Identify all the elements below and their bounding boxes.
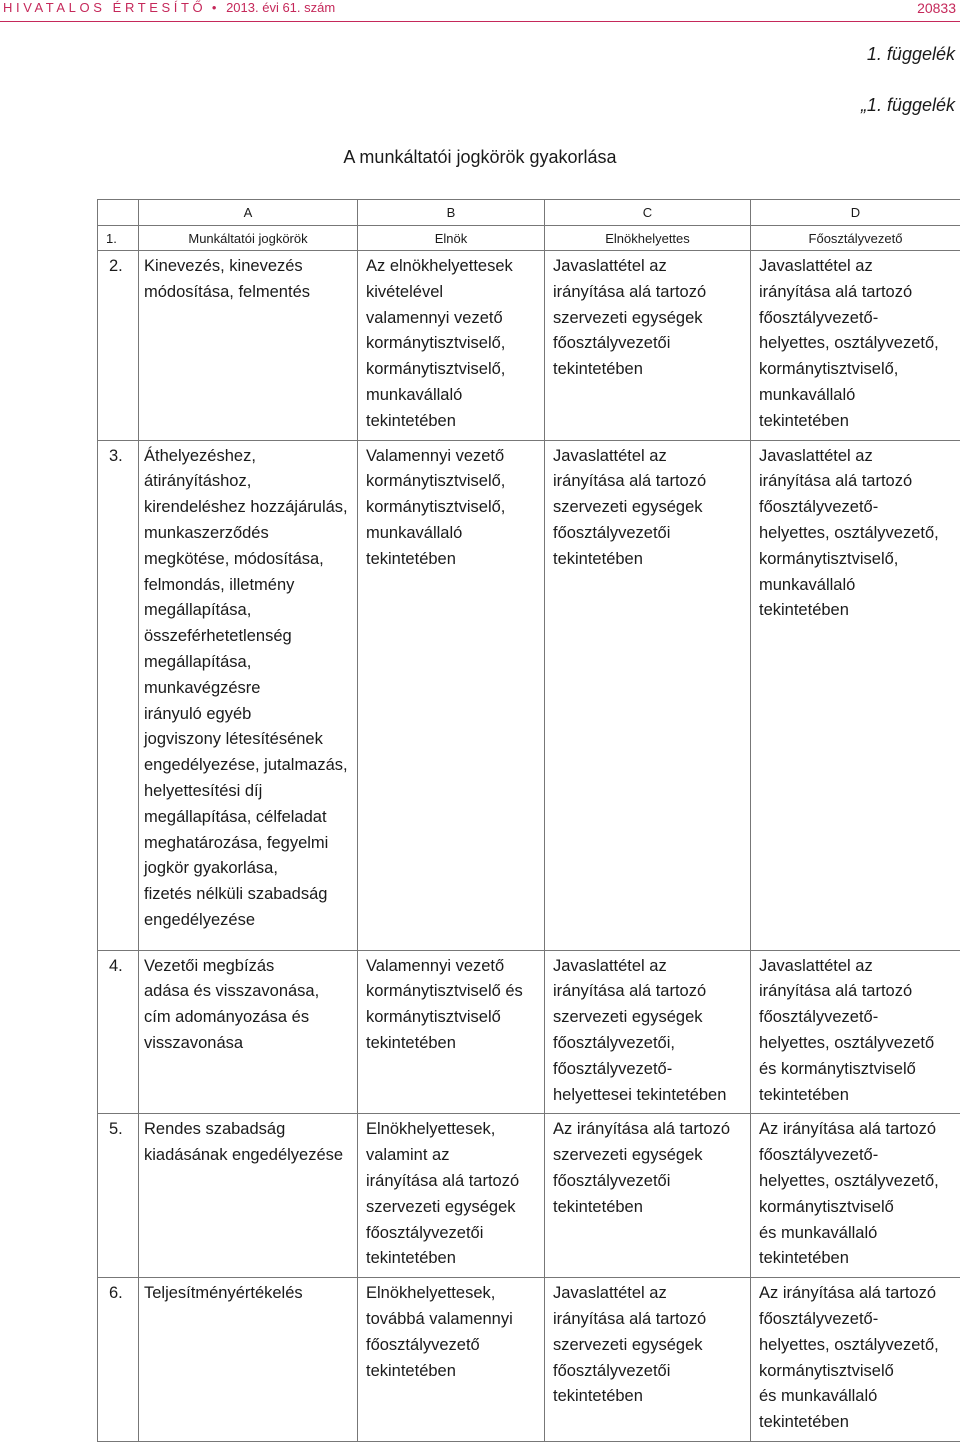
letter-cell-d: D: [751, 200, 960, 226]
cell-text-line: kormánytisztviselő és: [366, 979, 540, 1005]
cell-text-line: továbbá valamennyi: [366, 1307, 540, 1333]
cell-text-line: tekintetében: [759, 1410, 956, 1436]
issue-number: 2013. évi 61. szám: [226, 0, 335, 15]
cell-text-line: Valamennyi vezető: [366, 954, 540, 980]
cell-text-line: tekintetében: [553, 547, 746, 573]
authority-cell: [139, 950, 358, 1114]
publication-info: [3, 0, 335, 16]
cell-text-line: jogviszony létesítésének: [144, 727, 353, 753]
president-cell: [358, 1114, 545, 1278]
header-president: Elnök: [358, 226, 545, 251]
cell-text-line: megállapítása, célfeladat: [144, 805, 353, 831]
cell-text-line: tekintetében: [759, 409, 956, 435]
cell-text-line: Javaslattétel az: [759, 954, 956, 980]
cell-text-line: irányítása alá tartozó: [553, 1307, 746, 1333]
cell-text-line: főosztályvezető-: [759, 495, 956, 521]
cell-text-line: kormánytisztviselő: [366, 1005, 540, 1031]
header-authority: Munkáltatói jogkörök: [139, 226, 358, 251]
header-department-head: Főosztályvezető: [751, 226, 960, 251]
cell-text-line: irányuló egyéb: [144, 702, 353, 728]
cell-text-line: Az irányítása alá tartozó: [553, 1117, 746, 1143]
vice-president-cell: [545, 1114, 751, 1278]
cell-text-line: Vezetői megbízás: [144, 954, 353, 980]
publication-name: HIVATALOS ÉRTESÍTŐ: [3, 0, 206, 15]
table-row: [98, 1114, 960, 1278]
cell-text-line: irányítása alá tartozó: [553, 979, 746, 1005]
cell-text-line: szervezeti egységek: [366, 1195, 540, 1221]
cell-text-line: munkavállaló: [366, 383, 540, 409]
column-header-row: [98, 226, 960, 251]
appendix-label: 1. függelék: [867, 44, 955, 65]
department-head-cell: [751, 251, 960, 441]
cell-text-line: Javaslattétel az: [759, 254, 956, 280]
table-row: [98, 1278, 960, 1442]
cell-text-line: Javaslattétel az: [553, 254, 746, 280]
cell-text-line: Az elnökhelyettesek: [366, 254, 540, 280]
row-number: 6.: [98, 1278, 139, 1442]
cell-text-line: főosztályvezetői: [553, 521, 746, 547]
cell-text-line: kormánytisztviselő,: [366, 469, 540, 495]
vice-president-cell: [545, 251, 751, 441]
cell-text-line: tekintetében: [366, 1246, 540, 1272]
cell-text-line: kormánytisztviselő,: [366, 357, 540, 383]
vice-president-cell: [545, 440, 751, 950]
cell-text-line: meghatározása, fegyelmi: [144, 831, 353, 857]
header-row-number: 1.: [98, 226, 139, 251]
cell-text-line: munkavállaló: [366, 521, 540, 547]
cell-text-line: tekintetében: [759, 1083, 956, 1109]
appendix-label-quoted: „1. függelék: [861, 95, 955, 116]
page-title: A munkáltatói jogkörök gyakorlása: [0, 147, 960, 168]
cell-text-line: szervezeti egységek: [553, 1005, 746, 1031]
cell-text-line: főosztályvezető-: [553, 1057, 746, 1083]
cell-text-line: kivételével: [366, 280, 540, 306]
cell-text-line: és munkavállaló: [759, 1384, 956, 1410]
president-cell: [358, 950, 545, 1114]
cell-text-line: Javaslattétel az: [759, 444, 956, 470]
header-vice-president: Elnökhelyettes: [545, 226, 751, 251]
cell-text-line: főosztályvezető-: [759, 1143, 956, 1169]
cell-text-line: kormánytisztviselő: [759, 1195, 956, 1221]
cell-text-line: irányítása alá tartozó: [553, 280, 746, 306]
cell-text-line: Elnökhelyettesek,: [366, 1281, 540, 1307]
cell-text-line: főosztályvezetői: [553, 1359, 746, 1385]
president-cell: [358, 251, 545, 441]
cell-text-line: szervezeti egységek: [553, 306, 746, 332]
table-row: [98, 440, 960, 950]
cell-text-line: szervezeti egységek: [553, 495, 746, 521]
letter-cell-empty: [98, 200, 139, 226]
cell-text-line: kormánytisztviselő,: [366, 331, 540, 357]
cell-text-line: jogkör gyakorlása,: [144, 856, 353, 882]
cell-text-line: engedélyezése, jutalmazás,: [144, 753, 353, 779]
department-head-cell: [751, 950, 960, 1114]
cell-text-line: tekintetében: [553, 1384, 746, 1410]
authority-cell: [139, 440, 358, 950]
vice-president-cell: [545, 950, 751, 1114]
cell-text-line: munkaszerződés: [144, 521, 353, 547]
cell-text-line: Javaslattétel az: [553, 1281, 746, 1307]
table-row: [98, 950, 960, 1114]
authority-cell: [139, 1114, 358, 1278]
cell-text-line: tekintetében: [759, 598, 956, 624]
letter-cell-c: C: [545, 200, 751, 226]
cell-text-line: valamennyi vezető: [366, 306, 540, 332]
cell-text-line: főosztályvezetői: [553, 1169, 746, 1195]
cell-text-line: Javaslattétel az: [553, 954, 746, 980]
cell-text-line: főosztályvezető: [366, 1333, 540, 1359]
cell-text-line: irányítása alá tartozó: [759, 280, 956, 306]
cell-text-line: és kormánytisztviselő: [759, 1057, 956, 1083]
cell-text-line: helyettes, osztályvezető,: [759, 1333, 956, 1359]
cell-text-line: átirányításhoz,: [144, 469, 353, 495]
cell-text-line: engedélyezése: [144, 908, 353, 934]
cell-text-line: megállapítása,: [144, 598, 353, 624]
cell-text-line: munkavállaló: [759, 573, 956, 599]
cell-text-line: helyettes, osztályvezető,: [759, 521, 956, 547]
president-cell: [358, 1278, 545, 1442]
letter-cell-b: B: [358, 200, 545, 226]
cell-text-line: főosztályvezetői: [366, 1221, 540, 1247]
separator-dot: •: [212, 0, 217, 16]
cell-text-line: megállapítása,: [144, 650, 353, 676]
cell-text-line: felmondás, illetmény: [144, 573, 353, 599]
cell-text-line: szervezeti egységek: [553, 1333, 746, 1359]
cell-text-line: tekintetében: [759, 1246, 956, 1272]
cell-text-line: tekintetében: [553, 1195, 746, 1221]
cell-text-line: fizetés nélküli szabadság: [144, 882, 353, 908]
cell-text-line: helyettes, osztályvezető: [759, 1031, 956, 1057]
authority-cell: [139, 251, 358, 441]
cell-text-line: irányítása alá tartozó: [366, 1169, 540, 1195]
cell-text-line: tekintetében: [366, 1359, 540, 1385]
department-head-cell: [751, 1278, 960, 1442]
table-row: [98, 251, 960, 441]
cell-text-line: Javaslattétel az: [553, 444, 746, 470]
cell-text-line: Rendes szabadság: [144, 1117, 353, 1143]
department-head-cell: [751, 440, 960, 950]
cell-text-line: tekintetében: [553, 357, 746, 383]
row-number: 5.: [98, 1114, 139, 1278]
cell-text-line: Elnökhelyettesek,: [366, 1117, 540, 1143]
cell-text-line: megkötése, módosítása,: [144, 547, 353, 573]
cell-text-line: helyettesei tekintetében: [553, 1083, 746, 1109]
letter-cell-a: A: [139, 200, 358, 226]
row-number: 3.: [98, 440, 139, 950]
cell-text-line: kormánytisztviselő,: [759, 547, 956, 573]
cell-text-line: Valamennyi vezető: [366, 444, 540, 470]
cell-text-line: kormánytisztviselő,: [366, 495, 540, 521]
cell-text-line: Kinevezés, kinevezés: [144, 254, 353, 280]
cell-text-line: Teljesítményértékelés: [144, 1281, 353, 1307]
cell-text-line: Az irányítása alá tartozó: [759, 1281, 956, 1307]
cell-text-line: munkavégzésre: [144, 676, 353, 702]
page-number: 20833: [917, 0, 956, 16]
cell-text-line: munkavállaló: [759, 383, 956, 409]
cell-text-line: helyettesítési díj: [144, 779, 353, 805]
cell-text-line: Az irányítása alá tartozó: [759, 1117, 956, 1143]
president-cell: [358, 440, 545, 950]
cell-text-line: adása és visszavonása,: [144, 979, 353, 1005]
cell-text-line: kormánytisztviselő,: [759, 357, 956, 383]
row-number: 2.: [98, 251, 139, 441]
cell-text-line: cím adományozása és: [144, 1005, 353, 1031]
vice-president-cell: [545, 1278, 751, 1442]
cell-text-line: főosztályvezetői: [553, 331, 746, 357]
row-number: 4.: [98, 950, 139, 1114]
authority-cell: [139, 1278, 358, 1442]
cell-text-line: összeférhetetlenség: [144, 624, 353, 650]
cell-text-line: tekintetében: [366, 547, 540, 573]
department-head-cell: [751, 1114, 960, 1278]
cell-text-line: irányítása alá tartozó: [759, 979, 956, 1005]
cell-text-line: főosztályvezetői,: [553, 1031, 746, 1057]
cell-text-line: valamint az: [366, 1143, 540, 1169]
authority-table: [97, 199, 960, 1442]
cell-text-line: kormánytisztviselő: [759, 1359, 956, 1385]
cell-text-line: tekintetében: [366, 1031, 540, 1057]
cell-text-line: visszavonása: [144, 1031, 353, 1057]
cell-text-line: Áthelyezéshez,: [144, 444, 353, 470]
cell-text-line: helyettes, osztályvezető,: [759, 1169, 956, 1195]
cell-text-line: módosítása, felmentés: [144, 280, 353, 306]
cell-text-line: és munkavállaló: [759, 1221, 956, 1247]
cell-text-line: irányítása alá tartozó: [759, 469, 956, 495]
cell-text-line: irányítása alá tartozó: [553, 469, 746, 495]
cell-text-line: kiadásának engedélyezése: [144, 1143, 353, 1169]
header-rule: [0, 21, 960, 22]
cell-text-line: tekintetében: [366, 409, 540, 435]
cell-text-line: helyettes, osztályvezető,: [759, 331, 956, 357]
cell-text-line: kirendeléshez hozzájárulás,: [144, 495, 353, 521]
column-letter-row: [98, 200, 960, 226]
cell-text-line: főosztályvezető-: [759, 1005, 956, 1031]
cell-text-line: szervezeti egységek: [553, 1143, 746, 1169]
cell-text-line: főosztályvezető-: [759, 1307, 956, 1333]
cell-text-line: főosztályvezető-: [759, 306, 956, 332]
